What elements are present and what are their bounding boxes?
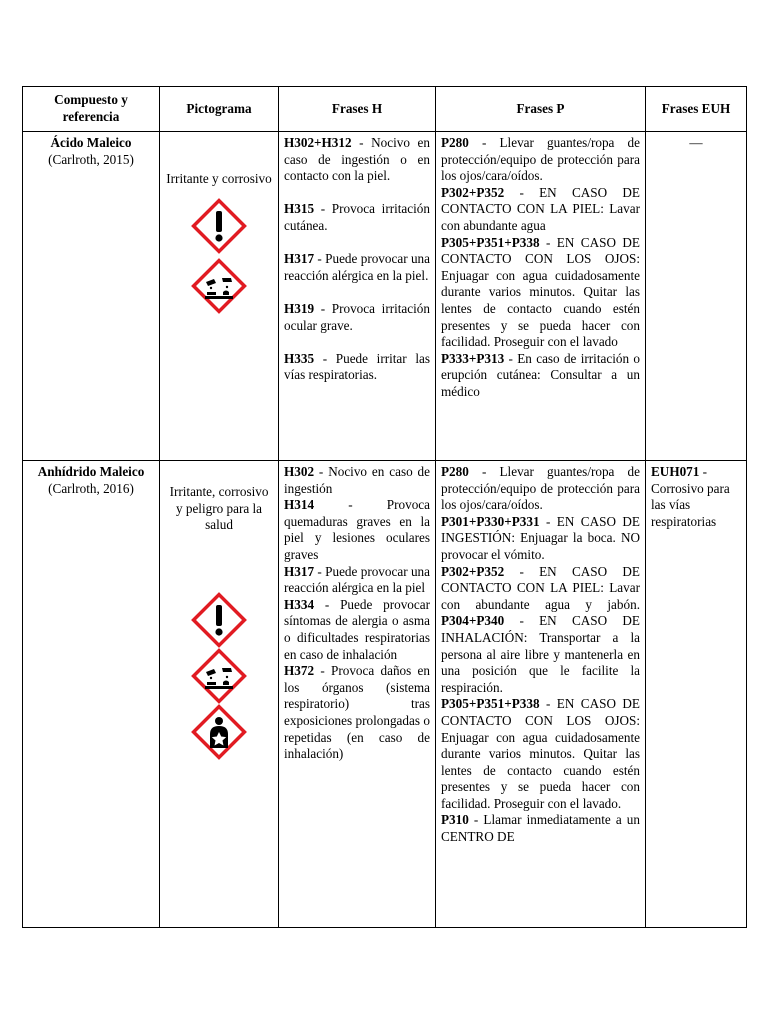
h-phrase: H319 - Provoca irritación ocular grave. bbox=[284, 300, 430, 333]
exclamation-icon bbox=[189, 196, 249, 256]
h-phrases-cell bbox=[279, 461, 436, 928]
p-phrase: P301+P330+P331 - EN CASO DE INGESTIÓN: Enjuagar la boca. NO provocar el vómito. bbox=[441, 513, 640, 562]
euh-cell bbox=[646, 461, 747, 928]
header-h-phrases: Frases H bbox=[279, 87, 436, 132]
pictogram-cell bbox=[160, 461, 279, 928]
hazard-table bbox=[22, 86, 747, 928]
header-compound: Compuesto y referencia bbox=[23, 87, 160, 132]
pictogram-label: Irritante y corrosivo bbox=[166, 171, 272, 186]
h-phrase: H317 - Puede provocar una reacción alérgica en la piel bbox=[284, 563, 430, 596]
corrosion-icon bbox=[189, 256, 249, 316]
compound-name: Anhídrido Maleico bbox=[37, 464, 145, 479]
p-phrases-cell bbox=[436, 132, 646, 461]
h-phrase: H334 - Puede provocar síntomas de alergia o asma o dificultades respiratorias en caso de inhalación bbox=[284, 596, 430, 662]
table-row bbox=[23, 461, 747, 928]
p-phrase: P302+P352 - EN CASO DE CONTACTO CON LA PIEL: Lavar con abundante agua bbox=[441, 184, 640, 233]
h-phrase: H302 - Nocivo en caso de ingestión bbox=[284, 464, 430, 496]
header-euh-phrases: Frases EUH bbox=[646, 87, 747, 132]
pictogram-cell bbox=[160, 132, 279, 461]
h-phrase: H317 - Puede provocar una reacción alérgica en la piel. bbox=[284, 251, 430, 283]
header-row bbox=[23, 87, 747, 132]
euh-code: EUH071 bbox=[651, 464, 700, 479]
euh-none: — bbox=[689, 135, 703, 150]
compound-reference: (Carlroth, 2016) bbox=[48, 480, 134, 496]
p-phrases-cell bbox=[436, 461, 646, 928]
compound-name: Ácido Maleico bbox=[50, 135, 132, 150]
euh-text: - Corrosivo para las vías respiratorias bbox=[651, 464, 730, 529]
compound-cell bbox=[23, 461, 160, 928]
h-phrase: H315 - Provoca irritación cutánea. bbox=[284, 201, 430, 233]
euh-cell bbox=[646, 132, 747, 461]
h-phrase: H372 - Provoca daños en los órganos (sistema respiratorio) tras exposiciones prolongadas o repetidas (en caso de inhalación) bbox=[284, 663, 430, 762]
header-pictogram: Pictograma bbox=[160, 87, 279, 132]
header-p-phrases: Frases P bbox=[436, 87, 646, 132]
h-phrase: H302+H312 - Nocivo en caso de ingestión o en contacto con la piel. bbox=[284, 135, 430, 184]
p-phrase: P305+P351+P338 - EN CASO DE CONTACTO CON LOS OJOS: Enjuagar con agua cuidadosamente durante varios minutos. Quitar las lentes de contacto cuando estén presentes y se pueda hacer con facilidad. Proseguir con el lavado. bbox=[441, 696, 640, 811]
p-phrase: P333+P313 - En caso de irritación o erupción cutánea: Consultar a un médico bbox=[441, 350, 640, 399]
pictogram-label: Irritante, corrosivo y peligro para la salud bbox=[169, 484, 269, 533]
compound-cell bbox=[23, 132, 160, 461]
exclamation-icon bbox=[189, 590, 249, 650]
h-phrases-cell bbox=[279, 132, 436, 461]
p-phrase: P302+P352 - EN CASO DE CONTACTO CON LA PIEL: Lavar con abundante agua y jabón. P304+P340 - EN CASO DE INHALACIÓN: Transportar a la persona al aire libre y mantenerla en una posición que le facilite la respiración. bbox=[441, 563, 640, 695]
p-phrase: P310 - Llamar inmediatamente a un CENTRO DE bbox=[441, 812, 640, 845]
health-hazard-icon bbox=[189, 702, 249, 762]
p-phrase: P305+P351+P338 - EN CASO DE CONTACTO CON LOS OJOS: Enjuagar con agua cuidadosamente durante varios minutos. Quitar las lentes de contacto cuando estén presentes y se pueda hacer con facilidad. Proseguir con el lavado bbox=[441, 234, 640, 350]
p-phrase: P280 - Llevar guantes/ropa de protección/equipo de protección para los ojos/cara/oídos. bbox=[441, 464, 640, 513]
h-phrase: H314 - Provoca quemaduras graves en la piel y lesiones oculares graves bbox=[284, 497, 430, 562]
p-phrase: P280 - Llevar guantes/ropa de protección/equipo de protección para los ojos/cara/oídos. bbox=[441, 135, 640, 184]
h-phrase: H335 - Puede irritar las vías respiratorias. bbox=[284, 350, 430, 383]
compound-reference: (Carlroth, 2015) bbox=[48, 151, 134, 167]
corrosion-icon bbox=[189, 646, 249, 706]
table-row bbox=[23, 132, 747, 461]
